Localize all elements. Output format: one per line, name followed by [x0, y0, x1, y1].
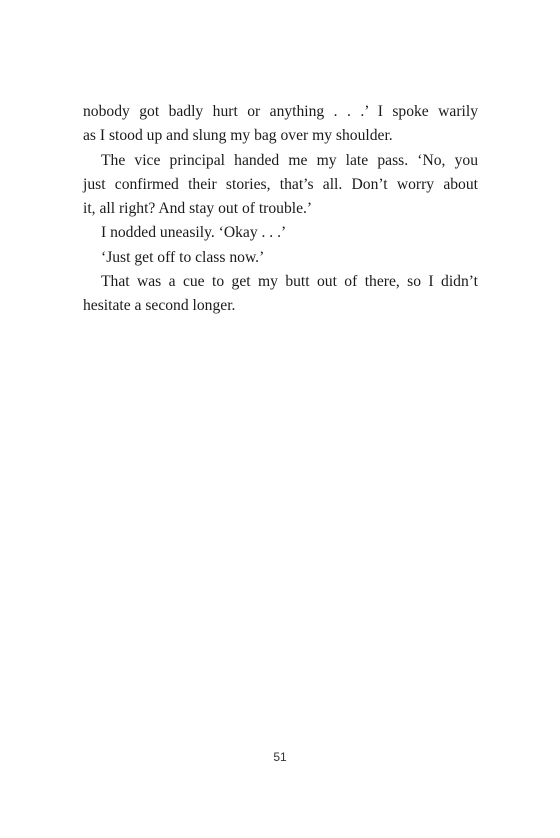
text-line: I nodded uneasily. ‘Okay . . .’ — [101, 224, 287, 242]
text-line: nobody got badly hurt or anything . . .’ I spoke warily — [83, 103, 478, 120]
body-text — [83, 100, 478, 319]
text-line: That was a cue to get my butt out of there, so I didn’t — [101, 273, 478, 291]
text-line: ‘Just get off to class now.’ — [101, 248, 265, 266]
text-line: The vice principal handed me my late pass. ‘No, you — [101, 151, 478, 169]
text-line: it, all right? And stay out of trouble.’ — [83, 200, 313, 218]
text-line: hesitate a second longer. — [83, 297, 236, 315]
text-line: as I stood up and slung my bag over my shoulder. — [83, 127, 393, 145]
text-line: just confirmed their stories, that’s all. Don’t worry about — [83, 175, 478, 193]
page-number: 51 — [273, 750, 287, 764]
